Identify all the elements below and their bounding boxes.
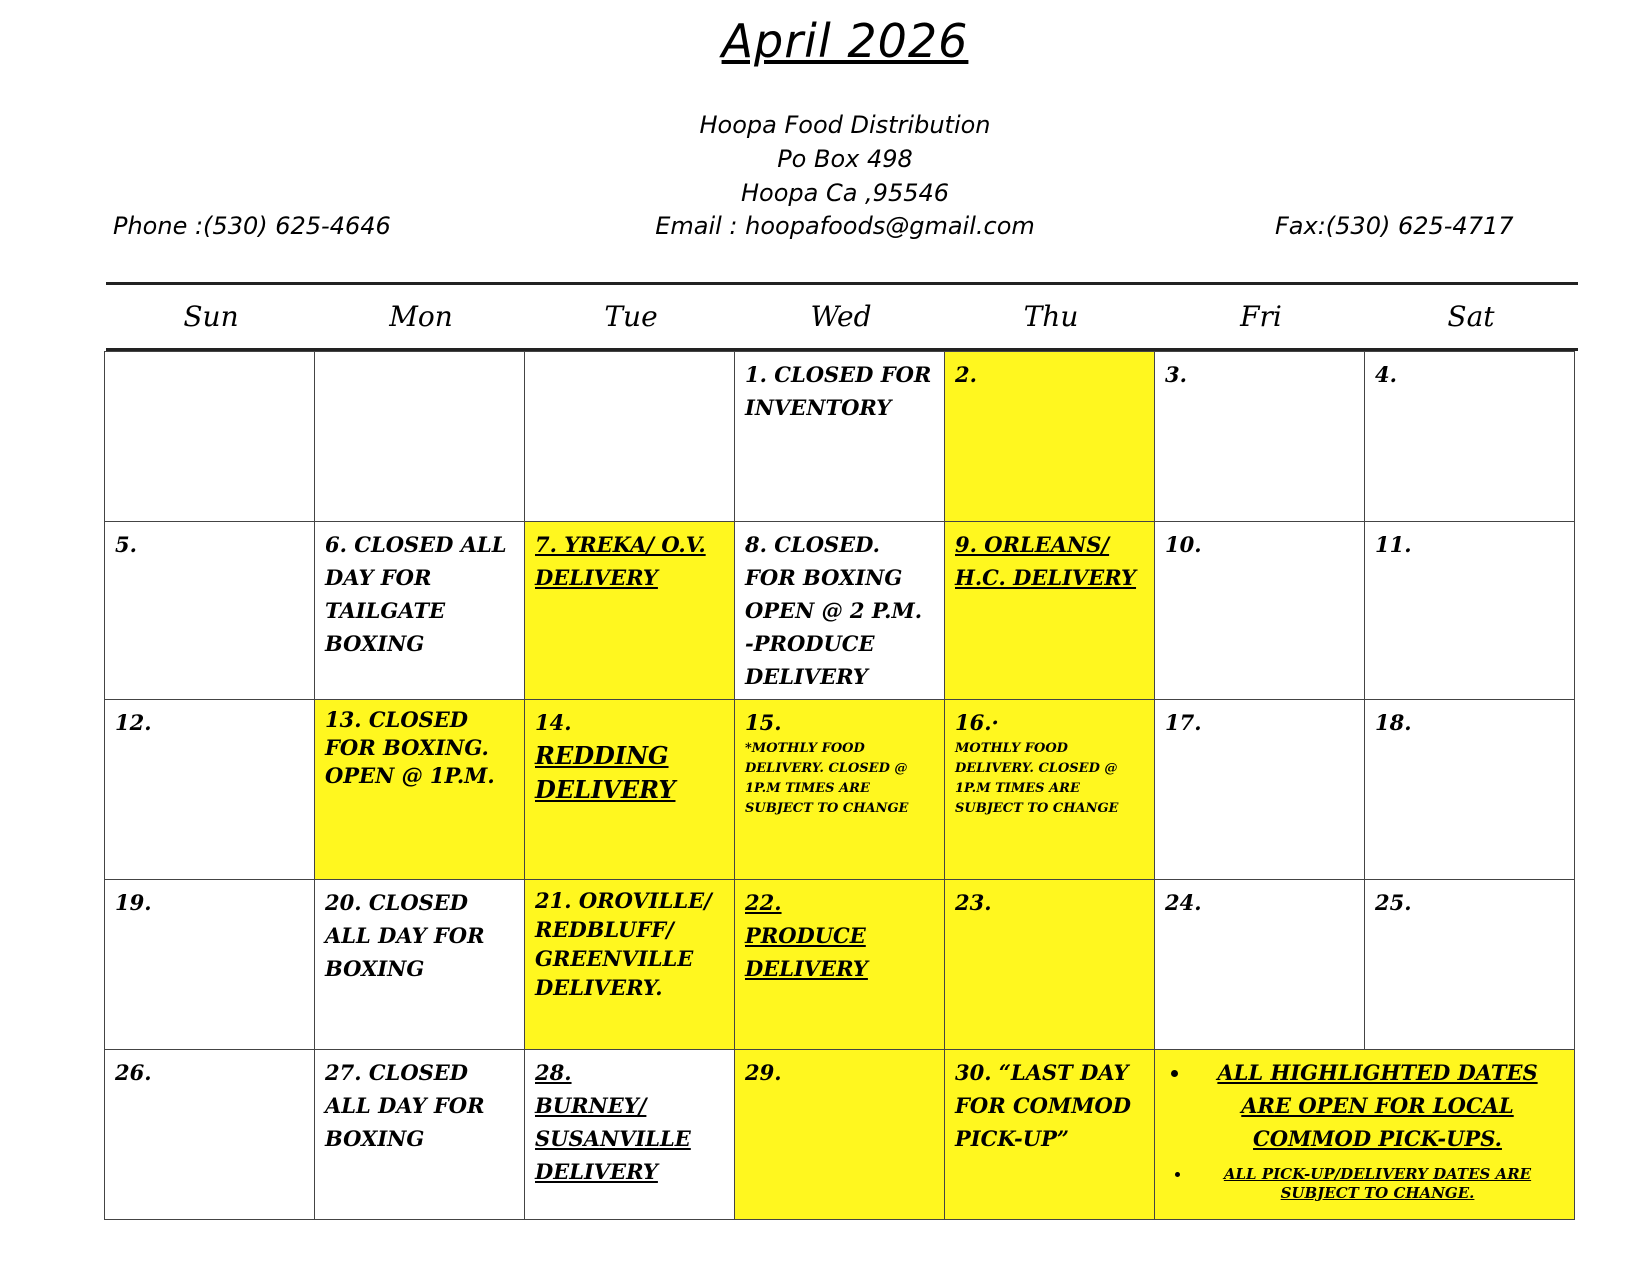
note-highlighted-dates: • ALL HIGHLIGHTED DATES ARE OPEN FOR LOCAL COMMOD PICK-UPS. [1191,1056,1564,1155]
po-box: Po Box 498 [777,145,913,173]
day-cell-15 [735,700,945,880]
phone-number: Phone :(530) 625-4646 [113,212,391,240]
day-cell-1: 1. CLOSED FOR INVENTORY [735,352,945,522]
day-cell-14 [525,700,735,880]
day-cell-empty [105,352,315,522]
day-cell-4: 4. [1365,352,1575,522]
day-cell-empty [315,352,525,522]
day-number: 14. [535,710,572,735]
calendar-week-5 [105,1050,1575,1220]
day-header-wed: Wed [810,300,872,333]
day-cell-30: 30. “LAST DAY FOR COMMOD PICK-UP” [945,1050,1155,1220]
day-cell-3: 3. [1155,352,1365,522]
day-cell-29: 29. [735,1050,945,1220]
day-event: REDDING DELIVERY [535,741,676,804]
day-cell-7: 7. YREKA/ O.V. DELIVERY [525,522,735,700]
day-cell-28 [525,1050,735,1220]
day-cell-10: 10. [1155,522,1365,700]
calendar-week-4 [105,880,1575,1050]
day-event: MOTHLY FOOD DELIVERY. CLOSED @ 1P.M TIMES ARE SUBJECT TO CHANGE [955,741,1119,816]
day-cell-9: 9. ORLEANS/ H.C. DELIVERY [945,522,1155,700]
day-cell-17: 17. [1155,700,1365,880]
email-address: Email : hoopafoods@gmail.com [655,212,1035,240]
day-event: PRODUCE DELIVERY [745,923,868,981]
day-header-sat: Sat [1447,300,1495,333]
calendar-week-2 [105,522,1575,700]
day-cell-11: 11. [1365,522,1575,700]
day-cell-6: 6. CLOSED ALL DAY FOR TAILGATE BOXING [315,522,525,700]
page-title: April 2026 [721,14,969,68]
day-cell-26: 26. [105,1050,315,1220]
day-cell-23: 23. [945,880,1155,1050]
day-number: 28. [535,1060,572,1085]
day-cell-20: 20. CLOSED ALL DAY FOR BOXING [315,880,525,1050]
day-cell-21: 21. OROVILLE/ REDBLUFF/ GREENVILLE DELIVERY. [525,880,735,1050]
day-cell-22 [735,880,945,1050]
note-subject-to-change: • ALL PICK-UP/DELIVERY DATES ARE SUBJECT TO CHANGE. [1191,1165,1564,1203]
calendar-grid [104,351,1575,1220]
day-cell-16 [945,700,1155,880]
day-cell-18: 18. [1365,700,1575,880]
day-header-thu: Thu [1023,300,1079,333]
day-event: *MOTHLY FOOD DELIVERY. CLOSED @ 1P.M TIMES ARE SUBJECT TO CHANGE [745,741,909,816]
day-cell-2: 2. [945,352,1155,522]
org-name: Hoopa Food Distribution [699,111,991,139]
day-number: 16.· [955,710,999,735]
fax-number: Fax:(530) 625-4717 [1275,212,1514,240]
calendar-week-1 [105,352,1575,522]
day-header-fri: Fri [1240,300,1282,333]
day-event: BURNEY/ SUSANVILLE DELIVERY [535,1093,691,1184]
header-divider [106,282,1578,285]
day-cell-19: 19. [105,880,315,1050]
org-address-block [0,108,1650,210]
highlight-notes [1155,1050,1575,1220]
day-cell-8: 8. CLOSED. FOR BOXING OPEN @ 2 P.M. -PRODUCE DELIVERY [735,522,945,700]
day-cell-empty [525,352,735,522]
day-cell-25: 25. [1365,880,1575,1050]
city-line: Hoopa Ca ,95546 [740,179,950,207]
day-number: 22. [745,890,782,915]
day-header-mon: Mon [389,300,453,333]
day-cell-13: 13. CLOSED FOR BOXING. OPEN @ 1P.M. [315,700,525,880]
day-cell-5: 5. [105,522,315,700]
day-number: 15. [745,710,782,735]
day-header-sun: Sun [183,300,239,333]
day-header-tue: Tue [604,300,658,333]
calendar-week-3 [105,700,1575,880]
day-cell-12: 12. [105,700,315,880]
day-cell-24: 24. [1155,880,1365,1050]
day-cell-27: 27. CLOSED ALL DAY FOR BOXING [315,1050,525,1220]
